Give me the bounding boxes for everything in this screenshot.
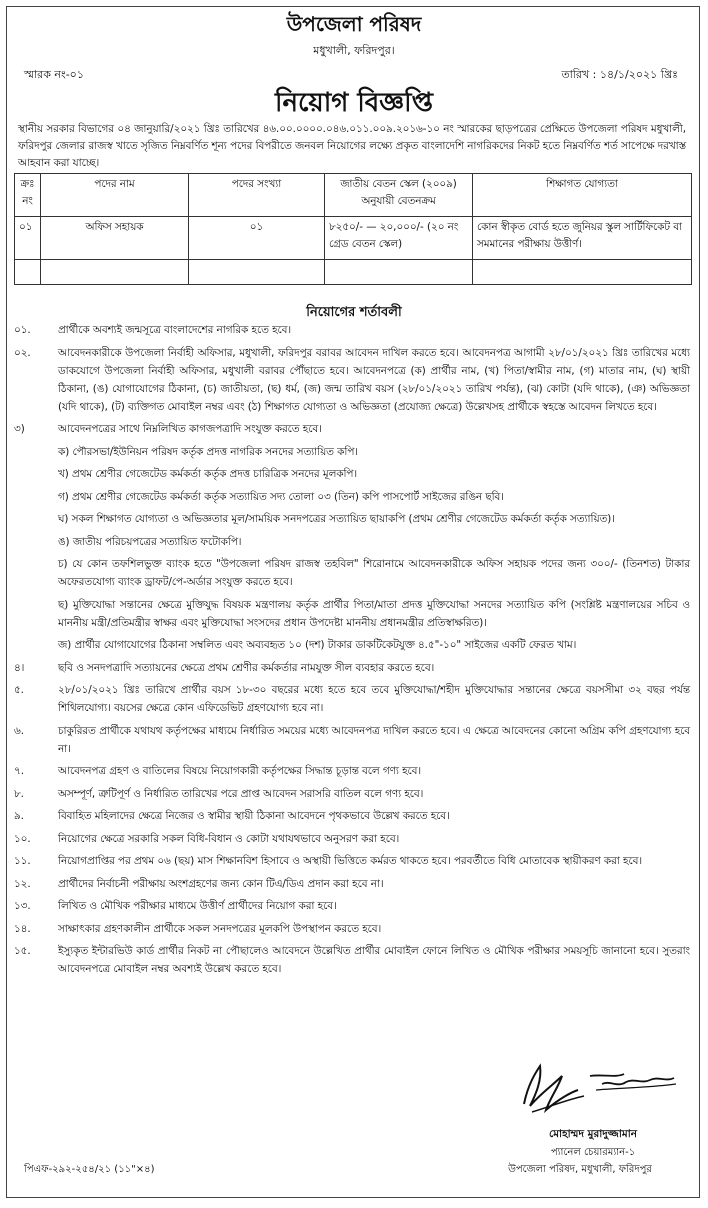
document-item: চ) যে কোন তফশিলভুক্ত ব্যাংক হতে "উপজেলা পরিষদ রাজস্ব তহবিল" শিরোনামে আবেদনকারীকে অফিস সহায়ক পদের জন্য ৩০০/- (তিনশত) টাকার অফেরতযোগ্য ব্যাংক ড্রাফট/পে-অর্ডার সংযুক্ত করতে হবে।: [58, 558, 690, 588]
document-item: গ) প্রথম শ্রেণীর গেজেটেড কর্মকর্তা কর্তৃক সত্যায়িত সদ্য তোলা ০৩ (তিন) কপি পাসপোর্ট সাইজের রঙিন ছবি।: [58, 490, 504, 503]
condition-text: বিবাহিত মহিলাদের ক্ষেত্রে নিজের ও স্বামীর স্থায়ী ঠিকানা আবেদনে পৃথকভাবে উল্লেখ করতে হবে।: [58, 810, 450, 822]
col-header-post-count: পদের সংখ্যা: [189, 174, 325, 217]
cell-serial: ০১: [15, 217, 41, 260]
table-row: [15, 217, 692, 260]
document-item: খ) প্রথম শ্রেণীর গেজেটেড কর্মকর্তা কর্তৃক প্রদত্ত চারিত্রিক সনদের মূলকপি।: [58, 468, 358, 480]
condition-item: [14, 785, 690, 803]
col-header-serial: ক্রঃ নং: [15, 174, 41, 217]
col-header-post-name: পদের নাম: [41, 174, 189, 217]
condition-text: নিয়োগের ক্ষেত্রে সরকারি সকল বিধি-বিধান ও কোটা যথাযথভাবে অনুসরণ করা হবে।: [58, 832, 400, 845]
office-title: উপজেলা পরিষদ: [286, 12, 422, 36]
condition-item: [14, 897, 690, 915]
condition-number: ৬.: [14, 724, 24, 737]
condition-number: ৫.: [14, 684, 24, 696]
condition-item: [14, 420, 690, 438]
document-item: ক) পৌরসভা/ইউনিয়ন পরিষদ কর্তৃক প্রদত্ত নাগরিক সনদের সত্যায়িত কপি।: [58, 445, 358, 458]
col-header-qualification: শিক্ষাগত যোগ্যতা: [473, 174, 692, 217]
intro-paragraph: স্থানীয় সরকার বিভাগের ০৪ জানুয়ারি/২০২১ খ্রিঃ তারিখের ৪৬.০০.০০০০.০৪৬.০১১.০০৯.২০১৬-১০ নং স্মারকের ছাড়পত্রের প্রেক্ষিতে উপজেলা পরিষদ মধুখালী, ফরিদপুর জেলার রাজস্ব খাতে সৃজিত নিম্নবর্ণিত শূন্য পদের বিপরীতে জনবল নিয়োগের লক্ষ্যে প্রকৃত বাংলাদেশি নাগরিকদের নিকট হতে নিম্নবর্ণিত শর্ত সাপেক্ষে দরখাস্ত আহবান করা যাচ্ছে।: [18, 123, 686, 169]
condition-text: ২৮/০১/২০২১ খ্রিঃ তারিখে প্রার্থীর বয়স ১৮-৩০ বছরের মধ্যে হতে হবে তবে মুক্তিযোদ্ধা/শহীদ মুক্তিযোদ্ধার সন্তানের ক্ষেত্রে বয়সসীমা ৩২ বছর পর্যন্ত শিথিলযোগ্য। বয়সের ক্ষেত্রে কোন এফিডেভিট গ্রহণযোগ্য হবে না।: [58, 684, 690, 714]
condition-text: আবেদনপত্র গ্রহণ ও বাতিলের বিষয়ে নিয়োগকারী কর্তৃপক্ষের সিদ্ধান্ত চূড়ান্ত বলে গণ্য হবে।: [58, 765, 422, 777]
condition-number: ১৪.: [14, 922, 31, 935]
document-item: ঘ) সকল শিক্ষাগত যোগ্যতা ও অভিজ্ঞতার মূল/সাময়িক সনদপত্রের সত্যায়িত ছায়াকপি (প্রথম শ্রেণীর গেজেটেড কর্মকর্তা কর্তৃক সত্যায়িত)।: [58, 513, 615, 525]
condition-number: ১৫.: [14, 945, 31, 957]
cell-qualification: কোন স্বীকৃত বোর্ড হতে জুনিয়র স্কুল সার্টিফিকেট বা সমমানের পরীক্ষায় উত্তীর্ণ।: [473, 217, 692, 260]
notice-date: তারিখ : ১৪/১/২০২১ খ্রিঃ: [561, 68, 678, 81]
col-header-pay-scale: জাতীয় বেতন স্কেল (২০০৯) অনুযায়ী বেতনক্রম: [325, 174, 473, 217]
condition-text: লিখিত ও মৌখিক পরীক্ষার মাধ্যমে উত্তীর্ণ প্রার্থীদের নিয়োগ করা হবে।: [58, 900, 337, 912]
condition-number: ০১.: [14, 324, 31, 336]
condition-number: ৯.: [14, 810, 24, 822]
document-item: ছ) মুক্তিযোদ্ধা সন্তানের ক্ষেত্রে মুক্তিযুদ্ধ বিষয়ক মন্ত্রণালয় কর্তৃক প্রার্থীর পিতা/মাতা প্রদত্ত মুক্তিযোদ্ধা সনদের সত্যায়িত কপি (সংশ্লিষ্ট মন্ত্রণালয়ের সচিব ও মাননীয় মন্ত্রী/প্রতিমন্ত্রীর স্বাক্ষর এবং মুক্তিযোদ্ধা সংসদের প্রধান উপদেষ্টা মাননীয় প্রধানমন্ত্রীর প্রতিস্বাক্ষরিত)।: [58, 598, 690, 629]
condition-text: প্রার্থীকে অবশ্যই জন্মসূত্রে বাংলাদেশের নাগরিক হতে হবে।: [58, 324, 292, 336]
signatory-designation: প্যানেল চেয়ারম্যান-১: [550, 1147, 636, 1158]
cell-post-count: ০১: [189, 217, 325, 260]
condition-item: [14, 875, 690, 893]
condition-number: ১২.: [14, 877, 31, 890]
condition-item: [14, 807, 690, 825]
condition-text: প্রার্থীদের নির্বাচনী পরীক্ষায় অংশগ্রহণের জন্য কোন টিএ/ডিএ প্রদান করা হবে না।: [58, 877, 384, 890]
condition-number: ৮.: [14, 787, 24, 800]
conditions-list: [14, 321, 690, 983]
condition-number: ১১.: [14, 855, 31, 867]
table-header-row: [15, 174, 692, 217]
condition-item: [14, 722, 690, 758]
condition-number: ৪।: [14, 661, 25, 674]
condition-text: ছবি ও সনদপত্রাদি সত্যায়নের ক্ষেত্রে প্রথম শ্রেণীর কর্মকর্তার নামযুক্ত সীল ব্যবহার করতে হবে।: [58, 661, 435, 674]
condition-text: অসম্পূর্ণ, ত্রুটিপূর্ণ ও নির্ধারিত তারিখের পরে প্রাপ্ত আবেদন সরাসরি বাতিল বলে গণ্য হবে।: [58, 787, 424, 800]
print-reference: পিএফ-২৯২-২৫৪/২১ (১১"×৪): [24, 1164, 155, 1175]
condition-item: [14, 321, 690, 339]
cell-post-name: অফিস সহায়ক: [41, 217, 189, 260]
condition-text: সাক্ষাৎকার গ্রহণকালীন প্রার্থীকে সকল সনদপত্রের মূলকপি উপস্থাপন করতে হবে।: [58, 922, 382, 935]
condition-number: ১০.: [14, 832, 31, 845]
condition-item: [14, 659, 690, 677]
memo-number: স্মারক নং-০১: [24, 68, 84, 81]
document-item: জ) প্রার্থীর যোগাযোগের ঠিকানা সম্বলিত এবং অব্যবহৃত ১০ (দশ) টাকার ডাকটিকেটযুক্ত ৪.৫"-১০" সাইজের একটি ফেরত খাম।: [58, 639, 577, 651]
condition-item: [14, 830, 690, 848]
condition-text: আবেদনপত্রের সাথে নিম্নলিখিত কাগজপত্রাদি সংযুক্ত করতে হবে।: [58, 423, 322, 435]
condition-number: ৭.: [14, 765, 24, 777]
table-empty-row: [15, 260, 692, 285]
condition-text: চাকুরিরত প্রার্থীকে যথাযথ কর্তৃপক্ষের মাধ্যমে নির্ধারিত সময়ের মধ্যে আবেদনপত্র দাখিল করতে হবে। এ ক্ষেত্রে আবেদনের কোনো অগ্রিম কপি গ্রহণযোগ্য হবে না।: [58, 724, 690, 755]
document-item: ঙ) জাতীয় পরিচয়পত্রের সত্যায়িত ফটোকপি।: [58, 535, 242, 548]
office-address: মধুখালী, ফরিদপুর।: [313, 44, 395, 57]
posts-table: [14, 173, 692, 285]
condition-number: ০২.: [14, 346, 31, 359]
condition-item: [14, 344, 690, 416]
conditions-heading: নিয়োগের শর্তাবলী: [306, 305, 402, 320]
notice-title: নিয়োগ বিজ্ঞপ্তি: [275, 88, 433, 118]
cell-pay-scale: ৮২৫০/- — ২০,০০০/- (২০ নং গ্রেড বেতন স্কেল): [325, 217, 473, 260]
required-documents-list: [58, 443, 690, 655]
condition-item: [14, 920, 690, 938]
condition-item: [14, 762, 690, 780]
condition-text: আবেদনকারীকে উপজেলা নির্বাহী অফিসার, মধুখালী, ফরিদপুর বরাবর আবেদন দাখিল করতে হবে। আবেদনপত্র আগামী ২৮/০১/২০২১ খ্রিঃ তারিখের মধ্যে ডাকযোগে উপজেলা নির্বাহী অফিসার, মধুখালী বরাবর পৌঁছাতে হবে। আবেদনপত্রে (ক) প্রার্থীর নাম, (খ) পিতা/স্বামীর নাম, (গ) মাতার নাম, (ঘ) স্থায়ী ঠিকানা, (ঙ) যোগাযোগের ঠিকানা, (চ) জাতীয়তা, (ছ) ধর্ম, (জ) জন্ম তারিখ বয়স (২৮/০১/২০২১ তারিখ পর্যন্ত), (ঝ) কোটা (যদি থাকে), (ঞ) অভিজ্ঞতা (যদি থাকে), (ট) ব্যক্তিগত মোবাইল নম্বর এবং (ঠ) শিক্ষাগত যোগ্যতা ও অভিজ্ঞতা (প্রযোজ্য ক্ষেত্রে) উল্লেখসহ প্রার্থীকে স্বহস্তে আবেদন লিখতে হবে।: [58, 346, 690, 413]
signatory-office: উপজেলা পরিষদ, মধুখালী, ফরিদপুর: [508, 1164, 652, 1175]
handwritten-signature: [506, 1054, 686, 1124]
condition-number: ১৩.: [14, 900, 31, 912]
condition-item: [14, 852, 690, 870]
condition-item: [14, 681, 690, 717]
signatory-name: মোহাম্মদ মুরাদুজ্জামান: [548, 1128, 638, 1140]
condition-text: নিয়োগপ্রাপ্তির পর প্রথম ০৬ (ছয়) মাস শিক্ষানবিশ হিসাবে ও অস্থায়ী ভিত্তিতে কর্মরত থাকতে হবে। পরবর্তীতে বিধি মোতাবেক স্থায়ীকরণ করা হবে।: [58, 855, 643, 867]
condition-number: ৩): [14, 423, 25, 435]
condition-text: ইস্যুকৃত ইন্টারভিউ কার্ড প্রার্থীর নিকট না পৌছালেও আবেদনে উল্লেখিত প্রার্থীর মোবাইল ফোনে লিখিত ও মৌখিক পরীক্ষার সময়সূচি জানানো হবে। সুতরাং আবেদনপত্রে মোবাইল নম্বর অবশ্যই উল্লেখ করতে হবে।: [58, 945, 690, 975]
condition-item: [14, 942, 690, 978]
